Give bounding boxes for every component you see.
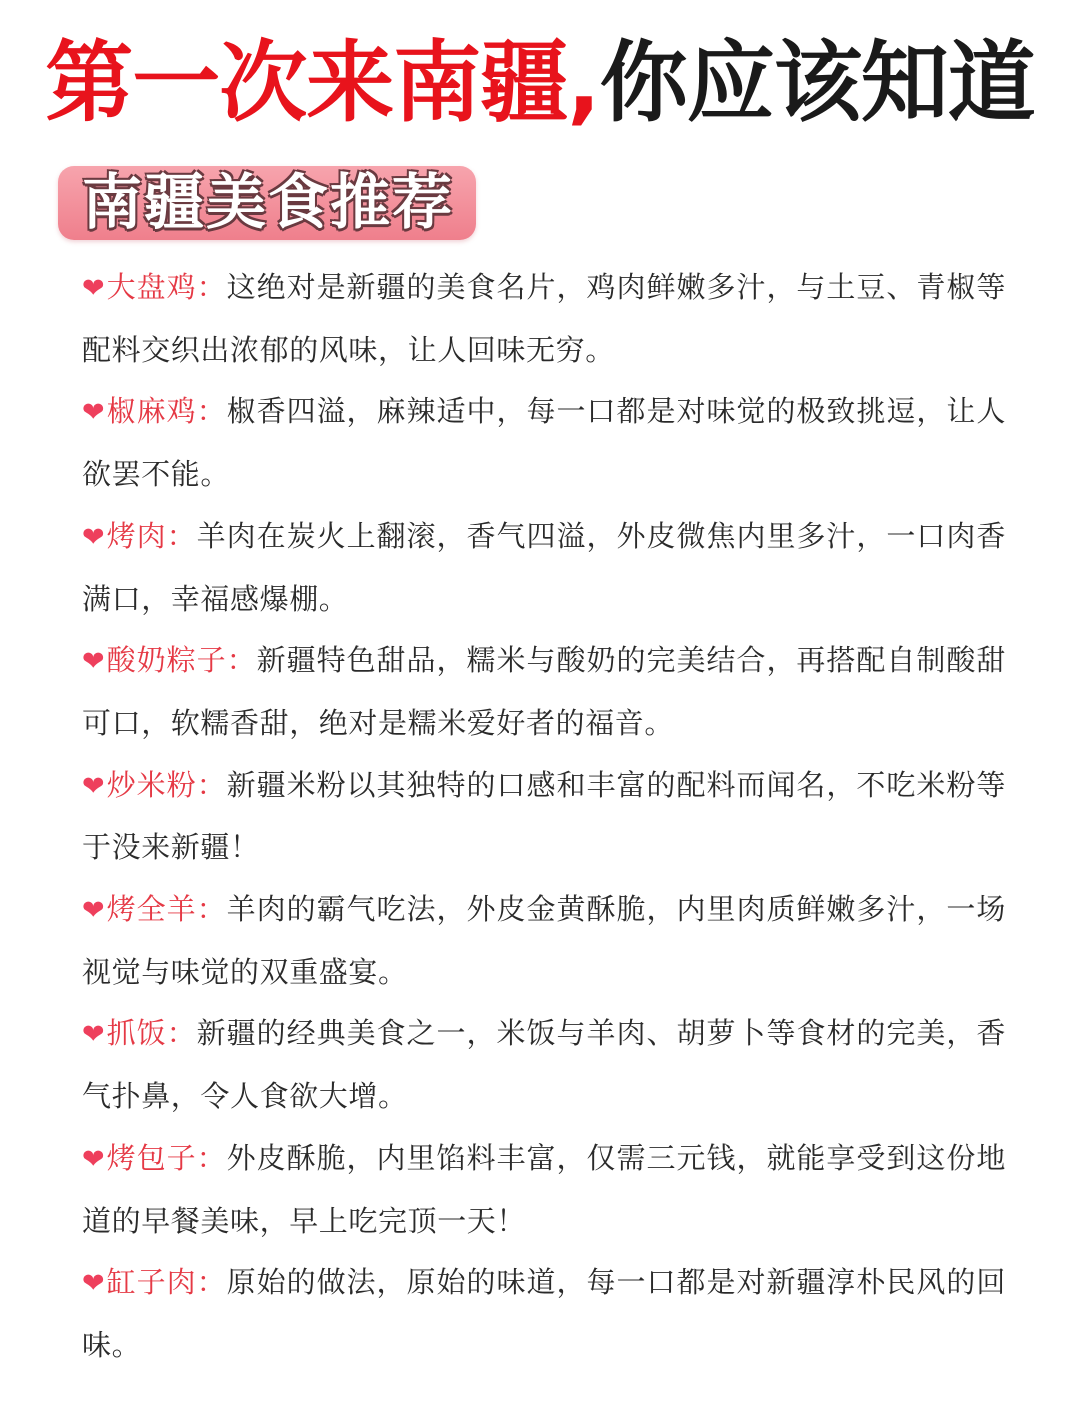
- food-item-name: 烤包子：: [106, 1140, 227, 1175]
- heart-icon: ❤: [82, 273, 106, 304]
- heart-icon: ❤: [82, 397, 106, 429]
- food-item-name: 大盘鸡：: [106, 270, 227, 304]
- heart-icon: ❤: [82, 1268, 106, 1300]
- heart-icon: ❤: [82, 646, 106, 678]
- food-item-gangzirou: [82, 1252, 1006, 1376]
- food-item-desc: 外皮酥脆，内里馅料丰富，仅需三元钱，就能享受到这份地道的早餐美味，早上吃完顶一天！: [82, 1140, 1006, 1238]
- food-item-desc: 新疆特色甜品，糯米与酸奶的完美结合，再搭配自制酸甜可口，软糯香甜，绝对是糯米爱好者的福音。: [82, 643, 1006, 740]
- section-badge-label: 南疆美食推荐: [82, 168, 454, 238]
- page-title: [0, 28, 1080, 138]
- food-item-kaobaozi: [82, 1128, 1006, 1252]
- food-item-desc: 新疆米粉以其独特的口感和丰富的配料而闻名，不吃米粉等于没来新疆！: [82, 767, 1006, 865]
- food-item-desc: 新疆的经典美食之一，米饭与羊肉、胡萝卜等食材的完美，香气扑鼻，令人食欲大增。: [82, 1016, 1006, 1114]
- food-item-dapanji: [82, 257, 1006, 381]
- food-item-desc: 这绝对是新疆的美食名片，鸡肉鲜嫩多汁，与土豆、青椒等配料交织出浓郁的风味，让人回味无穷。: [82, 270, 1006, 367]
- food-item-desc: 原始的做法，原始的味道，每一口都是对新疆淳朴民风的回味。: [82, 1265, 1006, 1362]
- heart-icon: ❤: [82, 895, 106, 927]
- food-item-name: 酸奶粽子：: [106, 643, 257, 678]
- food-item-jiaomaji: [82, 381, 1006, 505]
- heart-icon: ❤: [82, 1143, 106, 1175]
- food-item-name: 炒米粉：: [106, 767, 227, 802]
- heart-icon: ❤: [82, 770, 106, 802]
- food-item-chaomifen: [82, 755, 1006, 879]
- heart-icon: ❤: [82, 1019, 106, 1051]
- page-title-dark-part: 你应该知道: [599, 31, 1035, 134]
- section-badge: [58, 166, 476, 240]
- food-item-name: 缸子肉：: [106, 1265, 227, 1300]
- food-item-kaoquanyang: [82, 879, 1006, 1003]
- page-title-red-part: 第一次来南疆,: [45, 31, 600, 134]
- food-item-name: 烤肉：: [106, 518, 197, 553]
- food-item-kaorou: [82, 506, 1006, 630]
- heart-icon: ❤: [82, 521, 106, 553]
- food-item-name: 烤全羊：: [106, 892, 227, 927]
- food-item-suannai-zongzi: [82, 630, 1006, 754]
- food-item-zhuafan: [82, 1003, 1006, 1127]
- food-item-name: 椒麻鸡：: [106, 394, 227, 429]
- food-item-name: 抓饭：: [106, 1016, 197, 1051]
- food-item-desc: 椒香四溢，麻辣适中，每一口都是对味觉的极致挑逗，让人欲罢不能。: [82, 394, 1006, 492]
- food-item-desc: 羊肉在炭火上翻滚，香气四溢，外皮微焦内里多汁，一口肉香满口，幸福感爆棚。: [82, 518, 1006, 616]
- food-list: [82, 257, 1006, 1377]
- food-item-desc: 羊肉的霸气吃法，外皮金黄酥脆，内里肉质鲜嫩多汁，一场视觉与味觉的双重盛宴。: [82, 892, 1006, 989]
